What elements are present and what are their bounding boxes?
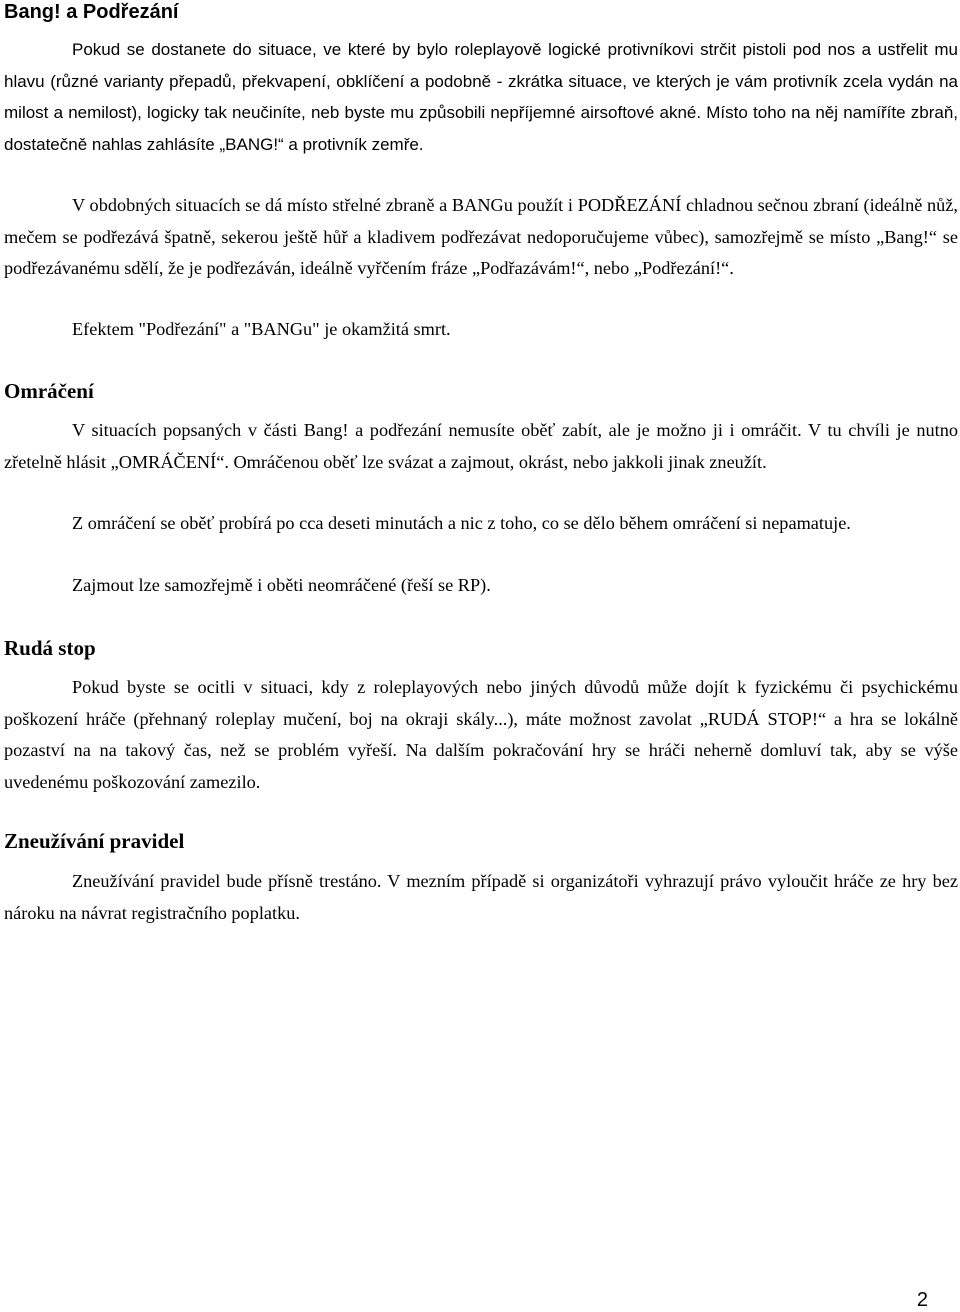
section-heading-zneuzivani: Zneužívání pravidel [4,829,185,853]
paragraph-omraceni-1: V situacích popsaných v části Bang! a podřezání nemusíte oběť zabít, ale je možno ji i omráčit. V tu chvíli je nutno zřetelně hlásit „OMRÁČENÍ“. Omráčenou oběť lze svázat a zajmout, okrást, nebo jakkoli jinak zneužít. [4,420,958,472]
section-heading-omraceni: Omráčení [4,379,94,403]
paragraph-bang-1: Pokud se dostanete do situace, ve které by bylo roleplayově logické protivníkovi strčit pistoli pod nos a ustřelit mu hlavu (různé varianty přepadů, překvapení, obklíčení a podobně - zkrátka situace, ve kterých je vám protivník zcela vydán na milost a nemilost), logicky tak neučiníte, neb byste mu způsobili nepříjemné airsoftové akné. Místo toho na něj namíříte zbraň, dostatečně nahlas zahlásíte „BANG!“ a protivník zemře. [4,40,958,154]
paragraph-omraceni-3: Zajmout lze samozřejmě i oběti neomráčené (řeší se RP). [72,575,491,595]
section-heading-bang: Bang! a Podřezání [4,1,179,23]
paragraph-omraceni-2: Z omráčení se oběť probírá po cca deseti minutách a nic z toho, co se dělo během omráčení si nepamatuje. [72,513,851,533]
section-heading-ruda-stop: Rudá stop [4,636,96,660]
paragraph-ruda-stop-1: Pokud byste se ocitli v situaci, kdy z roleplayových nebo jiných důvodů může dojít k fyzickému či psychickému poškození hráče (přehnaný roleplay mučení, boj na okraji skály...), máte možnost zavolat „RUDÁ STOP!“ a hra se lokálně pozaství na na takový čas, než se problém vyřeší. Na dalším pokračování hry se hráči neherně domluví tak, aby se výše uvedenému poškozování zamezilo. [4,677,958,792]
paragraph-bang-2: V obdobných situacích se dá místo střelné zbraně a BANGu použít i PODŘEZÁNÍ chladnou sečnou zbraní (ideálně nůž, mečem se podřezává špatně, sekerou ještě hůř a kladivem podřezávat nedoporučujeme vůbec), samozřejmě se místo „Bang!“ se podřezávanému sdělí, že je podřezáván, ideálně vyřčením fráze „Podřazávám!“, nebo „Podřezání!“. [4,195,958,278]
paragraph-bang-3: Efektem "Podřezání" a "BANGu" je okamžitá smrt. [72,319,451,339]
paragraph-zneuzivani-1: Zneužívání pravidel bude přísně trestáno. V mezním případě si organizátoři vyhrazují právo vyloučit hráče ze hry bez nároku na návrat registračního poplatku. [4,871,958,923]
page-number: 2 [916,1289,928,1311]
